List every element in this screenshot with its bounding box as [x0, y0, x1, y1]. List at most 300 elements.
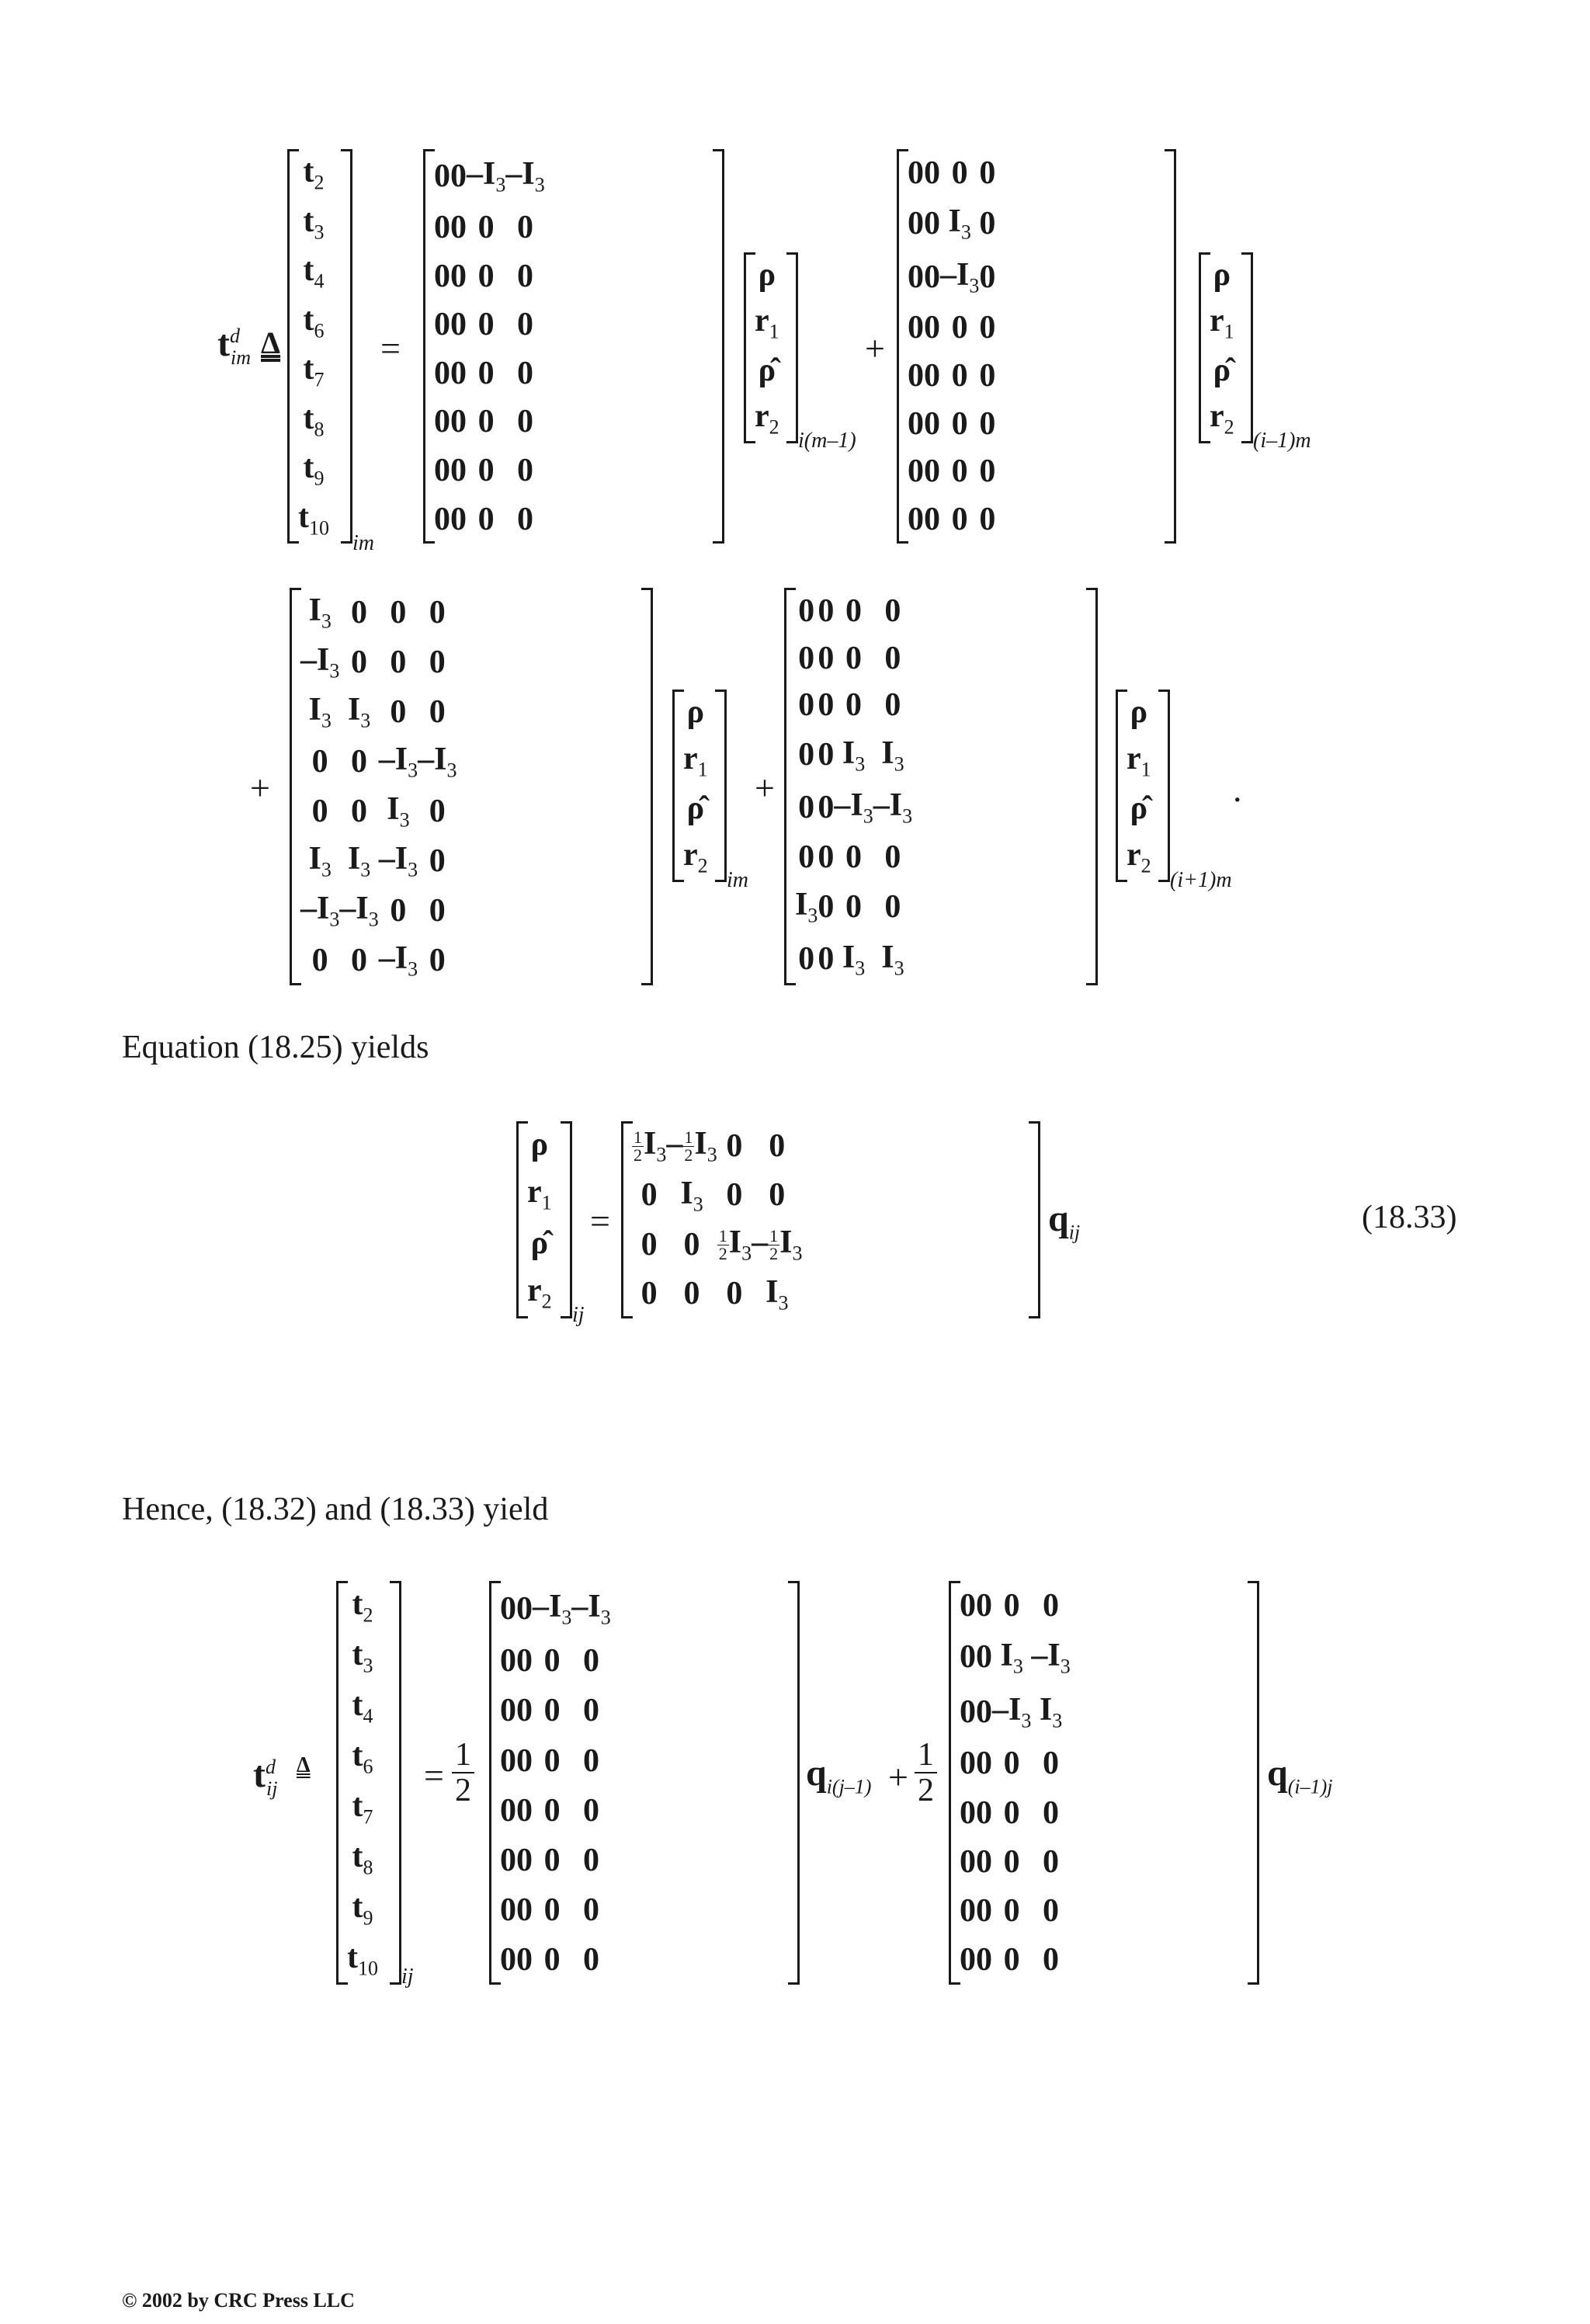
eq3-matrix-1-row: [500, 1836, 611, 1885]
eq3-matrix-1-cell: 0: [543, 1941, 561, 1978]
eq1-vector-3-cell: $r_1$: [683, 740, 708, 781]
eq1-lhs-symbol: $t^d_{im}$: [217, 323, 251, 369]
eq3-matrix-2-cell: 0: [1003, 1893, 1020, 1930]
eq1-matrix-2-row: [908, 400, 995, 448]
eq1-matrix-3-cell: $I_3$: [308, 592, 332, 633]
eq3-matrix-2-cell: 0: [960, 1843, 976, 1880]
eq1-matrix-4-cell: 0: [845, 687, 863, 724]
eq1-matrix-1-cell: 0: [450, 307, 467, 343]
eq3-matrix-1-cell: $-I_3$: [533, 1588, 572, 1629]
eq1-matrix-2-cell: 0: [924, 310, 940, 346]
eq1-matrix-1-cell: 0: [517, 404, 534, 440]
eq1-matrix-4-cell: 0: [818, 640, 835, 676]
eq1-matrix-3-cell: $I_3$: [308, 692, 332, 732]
eq3-plus-sign: +: [888, 1757, 908, 1797]
eq1-vector-4-row: [1127, 832, 1151, 882]
eq1-matrix-3-cell: 0: [351, 794, 368, 829]
eq1-matrix-3-cell: 0: [429, 694, 446, 730]
eq3-lhs-vector-row: [347, 1631, 378, 1682]
eq1-matrix-1-cell: 0: [517, 209, 534, 245]
eq1-matrix-1-cell: 0: [450, 501, 467, 537]
eq1-matrix-2-cell: 0: [979, 357, 996, 394]
eq3-matrix-1-row: [500, 1686, 611, 1735]
eq1-matrix-2-cell: 0: [924, 502, 940, 538]
eq2-matrix-cell: 0: [683, 1276, 700, 1312]
eq3-matrix-2-cell: 0: [1043, 1942, 1060, 1978]
eq3-matrix-1-row: [500, 1935, 611, 1985]
eq3-matrix-2-row: [960, 1936, 1071, 1985]
text-hence-yield: Hence, (18.32) and (18.33) yield: [122, 1492, 549, 1527]
eq1-matrix-4-cell: 0: [798, 593, 815, 630]
eq1-matrix-4-cell: 0: [818, 737, 835, 773]
eq1-matrix-4-cell: $I_3$: [795, 887, 818, 927]
eq1-matrix-3-cell: 0: [429, 943, 446, 978]
eq1-matrix-3-row: [300, 787, 457, 836]
eq1-matrix-2-cell: 0: [924, 357, 940, 394]
eq1-matrix-3-cell: $-I_3$: [300, 891, 340, 931]
eq1-vector-1-cell: $r_2$: [755, 398, 779, 439]
eq1-matrix-4-row: [795, 635, 912, 683]
eq1-matrix-3-cell: 0: [429, 595, 446, 631]
eq3-lhs-symbol: $t^d_{ij}$: [253, 1754, 278, 1800]
text-equation-yields: Equation (18.25) yields: [122, 1030, 429, 1065]
eq1-vector-2-cell: $r_2$: [1210, 398, 1234, 439]
eq1-matrix-1-cell: 0: [434, 258, 450, 294]
eq1-matrix-3-cell: 0: [429, 843, 446, 879]
eq1-matrix-1-row: [434, 495, 545, 544]
eq3-definition-delta: Δ: [297, 1753, 311, 1777]
eq1-vector-4-subscript: (i+1)m: [1170, 868, 1232, 892]
eq1-lhs-vector-row: [298, 149, 329, 199]
eq1-vector-4-cell: ρ̂: [1130, 790, 1148, 827]
eq2-equals-sign: =: [590, 1201, 610, 1241]
eq3-lhs-vector-cell: $t_6$: [352, 1737, 373, 1778]
eq1-matrix-1-cell: 0: [477, 355, 495, 391]
eq1-vector-3-cell: $r_2$: [683, 836, 708, 877]
eq1-matrix-1-cell: 0: [434, 355, 450, 391]
eq3-matrix-1-cell: 0: [500, 1643, 516, 1680]
eq2-lhs-vector-cell: $r_2$: [527, 1272, 552, 1313]
eq1-matrix-1-cell: 0: [517, 307, 534, 343]
eq3-lhs-vector-cell: $t_3$: [352, 1636, 373, 1677]
eq2-matrix: [621, 1121, 1040, 1318]
eq1-matrix-3-cell: 0: [311, 744, 328, 780]
eq1-vector-4-row: [1127, 735, 1151, 786]
eq3-lhs-vector-cell: $t_{10}$: [347, 1939, 378, 1980]
eq1-vector-3-row: [683, 735, 708, 786]
eq1-equals-sign: =: [380, 328, 401, 368]
eq3-matrix-1-cell: 0: [583, 1941, 600, 1978]
eq2-matrix-cell: $I_3$: [765, 1273, 789, 1314]
eq3-matrix-2-cell: 0: [960, 1746, 976, 1782]
eq1-plus-sign-1: +: [865, 328, 885, 368]
eq1-matrix-4-cell: $I_3$: [881, 735, 904, 776]
eq3-lhs-vector-row: [347, 1682, 378, 1732]
eq3-lhs-vector-cell: $t_9$: [352, 1888, 373, 1930]
eq1-matrix-1-cell: 0: [434, 501, 450, 537]
eq2-matrix-cell: 0: [726, 1127, 743, 1164]
eq1-matrix-3-cell: $I_3$: [347, 692, 371, 732]
eq3-lhs-vector-row: [347, 1884, 378, 1934]
eq1-matrix-4-cell: 0: [884, 839, 901, 875]
eq1-matrix-3-cell: 0: [311, 794, 328, 829]
eq1-lhs-vector-cell: $t_8$: [303, 400, 325, 440]
eq1-matrix-1-row: [434, 203, 545, 252]
eq3-matrix-2-row: [960, 1887, 1071, 1936]
eq3-matrix-2-cell: 0: [1043, 1843, 1060, 1880]
eq1-lhs-vector-cell: $t_{10}$: [298, 498, 329, 539]
eq3-matrix-1-cell: 0: [516, 1941, 533, 1978]
eq3-matrix-2-cell: 0: [1043, 1893, 1060, 1930]
eq1-vector-4-row: [1127, 690, 1151, 735]
eq1-matrix-2-cell: 0: [979, 310, 996, 346]
eq1-definition-delta: Δ: [261, 325, 281, 360]
eq3-equals-sign: =: [424, 1756, 444, 1795]
eq1-matrix-2-cell: 0: [979, 405, 996, 442]
eq1-matrix-2-cell: 0: [908, 155, 924, 191]
eq1-matrix-2-cell: 0: [908, 310, 924, 346]
eq1-matrix-3-row: [300, 687, 457, 737]
eq3-matrix-2-row: [960, 1581, 1071, 1630]
eq1-matrix-3-cell: 0: [390, 595, 407, 631]
eq3-lhs-vector: [336, 1581, 401, 1985]
eq2-matrix-cell: 0: [641, 1226, 658, 1263]
eq1-matrix-3-row: [300, 737, 457, 787]
eq1-vector-2-cell: $r_1$: [1210, 302, 1234, 343]
eq1-matrix-4-row: [795, 682, 912, 729]
eq1-matrix-1-cell: 0: [434, 452, 450, 488]
eq3-matrix-1-cell: 0: [543, 1792, 561, 1829]
eq1-lhs-vector-cell: $t_2$: [303, 154, 325, 194]
eq1-matrix-4-cell: 0: [798, 789, 815, 825]
eq1-matrix-1-cell: 0: [477, 501, 495, 537]
eq3-matrix-2-cell: 0: [976, 1746, 992, 1782]
eq1-vector-1-cell: ρ̂: [758, 353, 776, 389]
eq1-vector-1-row: [755, 297, 779, 348]
eq3-lhs-vector-cell: $t_2$: [352, 1586, 373, 1627]
eq3-matrix-2-cell: $-I_3$: [992, 1691, 1032, 1732]
eq1-matrix-2-row: [908, 149, 995, 197]
eq1-vector-3-row: [683, 786, 708, 832]
eq1-matrix-2: [897, 149, 1176, 544]
eq1-vector-2-cell: ρ̂: [1213, 353, 1231, 389]
eq1-lhs-vector-subscript: im: [352, 531, 374, 555]
eq1-matrix-4-cell: $-I_3$: [834, 787, 873, 828]
eq1-matrix-3-cell: 0: [390, 694, 407, 730]
eq3-matrix-1-cell: 0: [500, 1693, 516, 1729]
eq1-matrix-1-cell: 0: [434, 307, 450, 343]
eq1-matrix-1: [423, 149, 724, 544]
eq3-matrix-1-cell: 0: [583, 1693, 600, 1729]
eq1-matrix-4: [784, 588, 1098, 985]
eq1-matrix-1-cell: 0: [477, 404, 495, 440]
eq1-matrix-1-row: [434, 349, 545, 398]
eq1-matrix-4-cell: 0: [798, 687, 815, 724]
eq1-matrix-4-cell: 0: [818, 888, 835, 925]
eq1-matrix-3-cell: 0: [429, 893, 446, 929]
eq1-matrix-3-cell: 0: [351, 943, 368, 978]
eq1-matrix-2-cell: 0: [951, 155, 968, 191]
eq1-matrix-4-cell: 0: [818, 839, 835, 875]
eq1-lhs-vector-cell: $t_3$: [303, 203, 325, 243]
eq1-vector-3-cell: ρ: [686, 694, 705, 731]
eq1-matrix-4-cell: 0: [818, 593, 835, 630]
eq1-matrix-4-cell: $I_3$: [842, 939, 866, 979]
eq1-matrix-1-cell: $-I_3$: [467, 156, 506, 196]
eq1-matrix-1-cell: 0: [477, 452, 495, 488]
eq1-matrix-3-cell: $-I_3$: [339, 891, 379, 931]
eq1-lhs-vector-body: [298, 149, 329, 544]
eq1-plus-sign-2: +: [250, 768, 270, 808]
eq1-matrix-4-cell: 0: [818, 687, 835, 724]
eq1-matrix-2-cell: 0: [908, 259, 924, 295]
eq1-matrix-4-cell: 0: [798, 941, 815, 978]
eq1-matrix-2-row: [908, 352, 995, 400]
eq3-half-fraction-2: $\frac{1}{2}$: [915, 1738, 937, 1808]
eq1-lhs-vector-row: [298, 199, 329, 248]
eq1-matrix-2-cell: 0: [979, 259, 996, 295]
eq1-matrix-2-cell: 0: [908, 405, 924, 442]
eq3-matrix-2-cell: 0: [960, 1942, 976, 1978]
eq3-matrix-2-cell: $I_3$: [1000, 1637, 1023, 1678]
eq2-matrix-cell: 0: [769, 1177, 786, 1214]
eq1-matrix-2-cell: 0: [951, 453, 968, 490]
eq1-matrix-1-cell: 0: [434, 209, 450, 245]
eq1-plus-sign-3: +: [755, 768, 775, 808]
eq3-matrix-1-cell: 0: [543, 1842, 561, 1878]
copyright-footer: © 2002 by CRC Press LLC: [122, 2289, 355, 2312]
eq2-matrix-cell: 0: [641, 1276, 658, 1312]
eq1-matrix-4-row: [795, 933, 912, 985]
eq1-vector-2-row: [1210, 393, 1234, 443]
eq3-matrix-1-cell: 0: [516, 1643, 533, 1680]
eq1-matrix-3-cell: $-I_3$: [378, 841, 418, 881]
eq1-matrix-3: [290, 588, 653, 985]
eq2-lhs-vector-row: [527, 1266, 552, 1318]
eq3-matrix-1-row: [500, 1581, 611, 1636]
eq1-matrix-1-cell: 0: [450, 404, 467, 440]
eq1-matrix-4-cell: $I_3$: [842, 735, 866, 776]
eq1-matrix-4-cell: 0: [798, 839, 815, 875]
eq2-matrix-cell: 0: [641, 1177, 658, 1214]
eq3-matrix-1-cell: 0: [500, 1892, 516, 1928]
eq1-matrix-3-row: [300, 588, 457, 637]
eq2-lhs-vector-cell: ρ: [530, 1127, 549, 1163]
eq1-matrix-2-cell: 0: [979, 155, 996, 191]
eq1-matrix-4-row: [795, 588, 912, 635]
eq1-matrix-2-row: [908, 197, 995, 251]
eq1-lhs-vector-row: [298, 396, 329, 446]
eq3-matrix-1-row: [500, 1786, 611, 1836]
eq3-matrix-2-cell: 0: [1043, 1794, 1060, 1831]
equation-number-18-33: (18.33): [1362, 1200, 1457, 1235]
eq1-vector-3-cell: ρ̂: [686, 790, 705, 827]
eq3-lhs-vector-cell: $t_7$: [352, 1787, 373, 1829]
eq1-vector-3-row: [683, 832, 708, 882]
eq3-half-fraction-1: $\frac{1}{2}$: [452, 1738, 474, 1808]
eq1-vector-2-cell: ρ: [1213, 257, 1231, 294]
eq3-matrix-1-cell: 0: [583, 1792, 600, 1829]
eq3-matrix-1-cell: 0: [543, 1742, 561, 1779]
eq3-matrix-1-cell: 0: [583, 1842, 600, 1878]
eq3-matrix-1-cell: 0: [500, 1792, 516, 1829]
eq3-matrix-1-cell: 0: [516, 1892, 533, 1928]
eq1-matrix-3-cell: 0: [351, 644, 368, 680]
eq3-matrix-1-cell: 0: [516, 1792, 533, 1829]
eq1-vector-3-row: [683, 690, 708, 735]
eq1-matrix-4-cell: 0: [884, 593, 901, 630]
eq1-vector-1-row: [755, 252, 779, 297]
eq1-vector-4-cell: $r_2$: [1127, 836, 1151, 877]
eq1-vector-1-cell: ρ: [758, 257, 776, 294]
eq1-matrix-3-cell: $-I_3$: [378, 742, 418, 782]
eq3-matrix-2-cell: 0: [1043, 1746, 1060, 1782]
eq1-vector-4-row: [1127, 786, 1151, 832]
eq3-matrix-1-cell: 0: [500, 1742, 516, 1779]
eq3-lhs-vector-row: [347, 1934, 378, 1985]
eq1-matrix-2-cell: 0: [951, 357, 968, 394]
eq1-lhs-vector-cell: $t_9$: [303, 450, 325, 490]
eq2-lhs-vector: [516, 1121, 572, 1318]
eq3-matrix-1-cell: 0: [516, 1842, 533, 1878]
eq2-lhs-vector-row: [527, 1168, 552, 1220]
eq1-matrix-4-row: [795, 781, 912, 833]
eq1-matrix-4-cell: 0: [818, 941, 835, 978]
eq1-matrix-2-cell: 0: [951, 502, 968, 538]
eq1-matrix-2-cell: 0: [979, 206, 996, 242]
eq3-matrix-1-cell: 0: [543, 1693, 561, 1729]
eq3-matrix-1-cell: 0: [583, 1643, 600, 1680]
eq1-lhs-vector: [287, 149, 352, 544]
eq2-matrix-cell: 0: [683, 1226, 700, 1263]
eq1-vector-1: [744, 252, 798, 443]
eq1-vector-1-subscript: i(m–1): [798, 429, 856, 453]
eq1-matrix-2-row: [908, 250, 995, 304]
eq3-matrix-2-cell: 0: [960, 1693, 976, 1730]
eq1-matrix-3-row: [300, 886, 457, 936]
eq1-matrix-3-cell: $-I_3$: [300, 642, 340, 683]
eq1-matrix-4-cell: 0: [884, 687, 901, 724]
eq3-matrix-2-cell: 0: [976, 1693, 992, 1730]
eq3-matrix-2-cell: 0: [976, 1587, 992, 1624]
eq1-matrix-3-cell: 0: [351, 595, 368, 631]
eq2-matrix-cell: 0: [726, 1276, 743, 1312]
eq3-lhs-vector-row: [347, 1581, 378, 1631]
eq2-matrix-row: [632, 1270, 802, 1319]
eq3-matrix-2-cell: 0: [976, 1893, 992, 1930]
eq1-matrix-1-cell: 0: [450, 209, 467, 245]
eq2-matrix-cell: 0: [769, 1127, 786, 1164]
eq1-lhs-vector-row: [298, 495, 329, 544]
eq1-vector-4: [1116, 690, 1170, 882]
eq1-matrix-1-cell: 0: [477, 307, 495, 343]
eq1-lhs-vector-row: [298, 297, 329, 347]
eq1-vector-2-row: [1210, 297, 1234, 348]
eq1-matrix-1-row: [434, 149, 545, 203]
eq1-matrix-2-cell: 0: [908, 453, 924, 490]
eq3-matrix-2-cell: 0: [960, 1587, 976, 1624]
eq1-matrix-3-cell: 0: [390, 893, 407, 929]
eq2-matrix-cell: – $\frac{1}{2}I_3$: [666, 1126, 717, 1166]
eq1-matrix-1-cell: 0: [434, 404, 450, 440]
eq1-matrix-2-cell: 0: [924, 206, 940, 242]
eq3-matrix-2-cell: 0: [1043, 1587, 1060, 1624]
eq3-q-vector-1: $q_{i(j-1)}$: [806, 1753, 872, 1798]
eq3-q-vector-2: $q_{(i-1)j}$: [1267, 1753, 1333, 1798]
eq1-matrix-3-row: [300, 836, 457, 886]
eq1-period: .: [1233, 769, 1242, 809]
eq1-lhs-vector-cell: $t_6$: [303, 301, 325, 342]
eq3-matrix-1-cell: 0: [543, 1892, 561, 1928]
eq1-matrix-4-cell: 0: [845, 593, 863, 630]
eq3-matrix-1-cell: 0: [500, 1842, 516, 1878]
eq1-matrix-3-row: [300, 637, 457, 687]
eq2-matrix-cell: 0: [726, 1177, 743, 1214]
eq3-matrix-1-cell: $-I_3$: [571, 1588, 611, 1629]
eq3-matrix-2-row: [960, 1630, 1071, 1684]
eq1-matrix-3-cell: 0: [351, 744, 368, 780]
eq1-matrix-2-cell: $-I_3$: [940, 257, 980, 297]
eq1-matrix-4-cell: 0: [845, 839, 863, 875]
eq1-matrix-3-cell: $I_3$: [347, 841, 371, 881]
eq1-matrix-3-cell: $-I_3$: [418, 742, 457, 782]
eq1-matrix-2-cell: 0: [951, 405, 968, 442]
eq1-matrix-4-cell: 0: [884, 640, 901, 676]
eq3-lhs-vector-cell: $t_4$: [352, 1687, 373, 1728]
eq1-vector-3-subscript: im: [727, 868, 748, 892]
eq3-matrix-2-cell: 0: [960, 1794, 976, 1831]
eq1-matrix-2-cell: 0: [979, 453, 996, 490]
eq1-matrix-1-cell: 0: [477, 209, 495, 245]
eq1-matrix-2-cell: $I_3$: [948, 203, 971, 244]
eq1-vector-1-row: [755, 348, 779, 393]
eq3-matrix-2: [949, 1581, 1259, 1985]
eq1-matrix-3-cell: 0: [429, 644, 446, 680]
eq3-matrix-1-cell: 0: [543, 1643, 561, 1680]
eq1-matrix-1-cell: 0: [517, 501, 534, 537]
eq1-vector-2-subscript: (i–1)m: [1253, 429, 1311, 453]
eq1-matrix-1-cell: 0: [517, 355, 534, 391]
eq1-matrix-3-cell: $I_3$: [308, 841, 332, 881]
eq1-matrix-2-cell: 0: [951, 310, 968, 346]
eq3-matrix-2-cell: 0: [960, 1639, 976, 1676]
eq1-matrix-4-cell: $-I_3$: [873, 787, 913, 828]
eq1-lhs-vector-row: [298, 248, 329, 297]
eq1-matrix-2-cell: 0: [924, 453, 940, 490]
eq3-matrix-1-cell: 0: [583, 1892, 600, 1928]
eq1-matrix-4-cell: 0: [845, 888, 863, 925]
eq1-vector-1-cell: $r_1$: [755, 302, 779, 343]
eq2-matrix-cell: – $\frac{1}{2}I_3$: [752, 1225, 803, 1265]
eq3-matrix-1-cell: 0: [516, 1693, 533, 1729]
eq2-lhs-vector-cell: $r_1$: [527, 1173, 552, 1214]
eq3-matrix-2-cell: 0: [1003, 1942, 1020, 1978]
eq3-matrix-2-cell: $-I_3$: [1031, 1637, 1071, 1678]
eq1-matrix-1-cell: 0: [450, 355, 467, 391]
eq3-matrix-2-cell: 0: [1003, 1746, 1020, 1782]
eq3-matrix-2-row: [960, 1837, 1071, 1886]
eq3-matrix-1-cell: 0: [516, 1590, 533, 1627]
eq2-matrix-row: [632, 1220, 802, 1270]
eq2-matrix-row: [632, 1121, 802, 1171]
eq3-matrix-1-cell: 0: [583, 1742, 600, 1779]
eq1-matrix-1-row: [434, 252, 545, 300]
eq2-lhs-vector-row: [527, 1220, 552, 1266]
eq3-lhs-vector-row: [347, 1833, 378, 1884]
eq1-matrix-2-cell: 0: [924, 155, 940, 191]
eq1-matrix-4-row: [795, 729, 912, 781]
eq3-matrix-1-cell: 0: [516, 1742, 533, 1779]
